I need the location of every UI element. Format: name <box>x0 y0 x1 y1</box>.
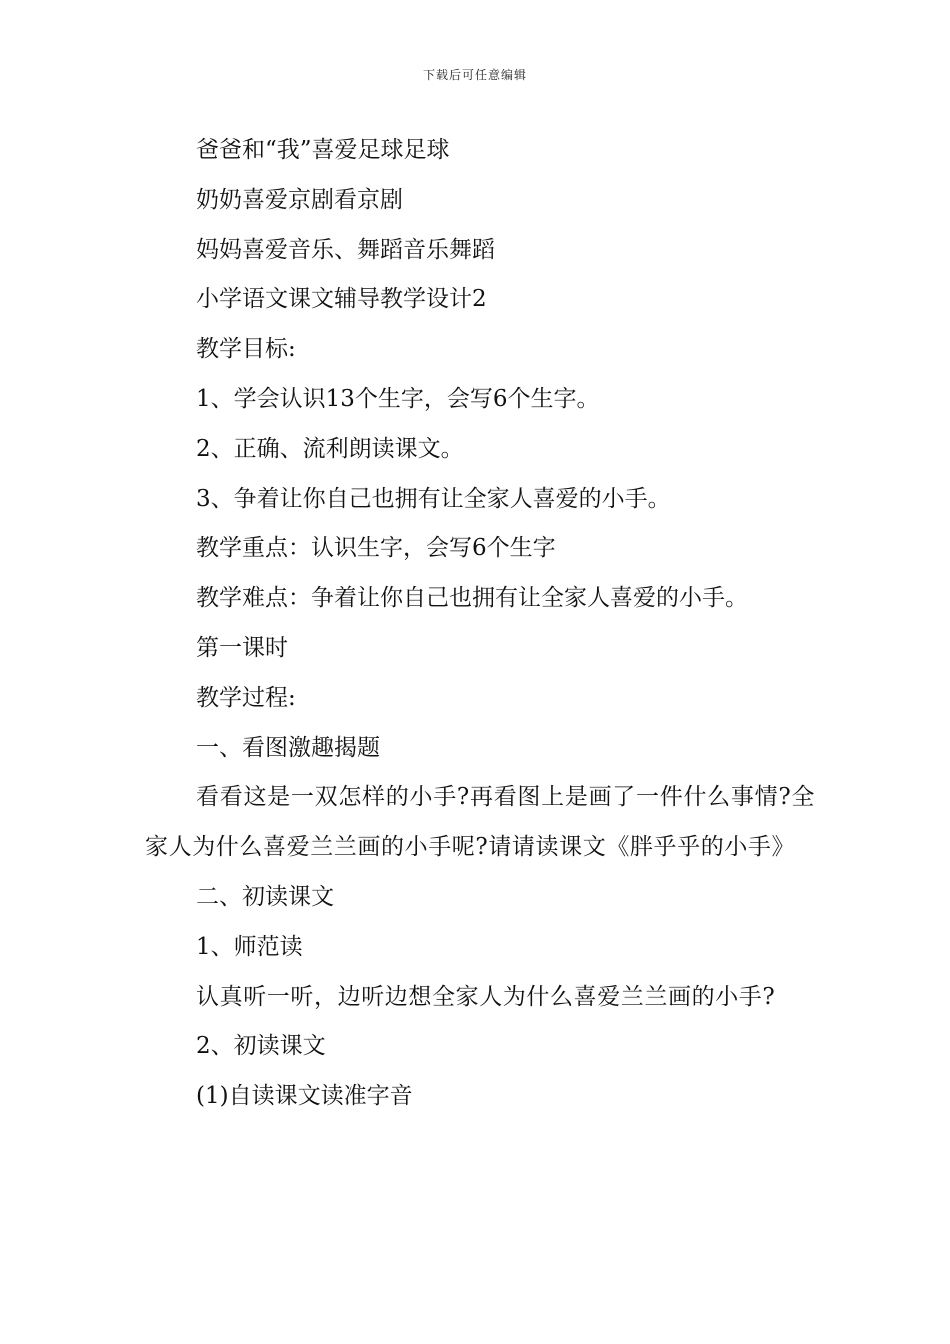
key-point: 教学重点：认识生字，会写6个生字 <box>196 535 556 562</box>
paragraph: 认真听一听，边听边想全家人为什么喜爱兰兰画的小手? <box>196 983 776 1010</box>
step-heading: 二、初读课文 <box>196 883 334 910</box>
sub-step: 2、初读课文 <box>196 1033 326 1060</box>
heading-process: 教学过程: <box>196 684 296 711</box>
objective-item: 1、学会认识13个生字，会写6个生字。 <box>196 385 600 412</box>
difficult-point: 教学难点：争着让你自己也拥有让全家人喜爱的小手。 <box>196 585 748 612</box>
step-heading: 一、看图激趣揭题 <box>196 734 380 761</box>
text-line: 爸爸和“我”喜爱足球足球 <box>196 137 450 163</box>
objective-item: 2、正确、流利朗读课文。 <box>196 435 464 462</box>
section-title: 小学语文课文辅导教学设计2 <box>196 286 487 313</box>
document-body <box>145 126 815 1122</box>
sub-step: 1、师范读 <box>196 933 303 960</box>
text-line: 奶奶喜爱京剧看京剧 <box>196 186 403 213</box>
lesson-label: 第一课时 <box>196 634 288 661</box>
page-header: 下载后可任意编辑 <box>422 68 527 82</box>
paragraph: 看看这是一双怎样的小手?再看图上是画了一件什么事情?全家人为什么喜爱兰兰画的小手呢?请请读课文《胖乎乎的小手》 <box>145 784 815 861</box>
heading-objectives: 教学目标: <box>196 336 296 363</box>
objective-item: 3、争着让你自己也拥有让全家人喜爱的小手。 <box>196 485 671 512</box>
sub-step: (1)自读课文读准字音 <box>196 1083 413 1110</box>
text-line: 妈妈喜爱音乐、舞蹈音乐舞蹈 <box>196 236 495 263</box>
